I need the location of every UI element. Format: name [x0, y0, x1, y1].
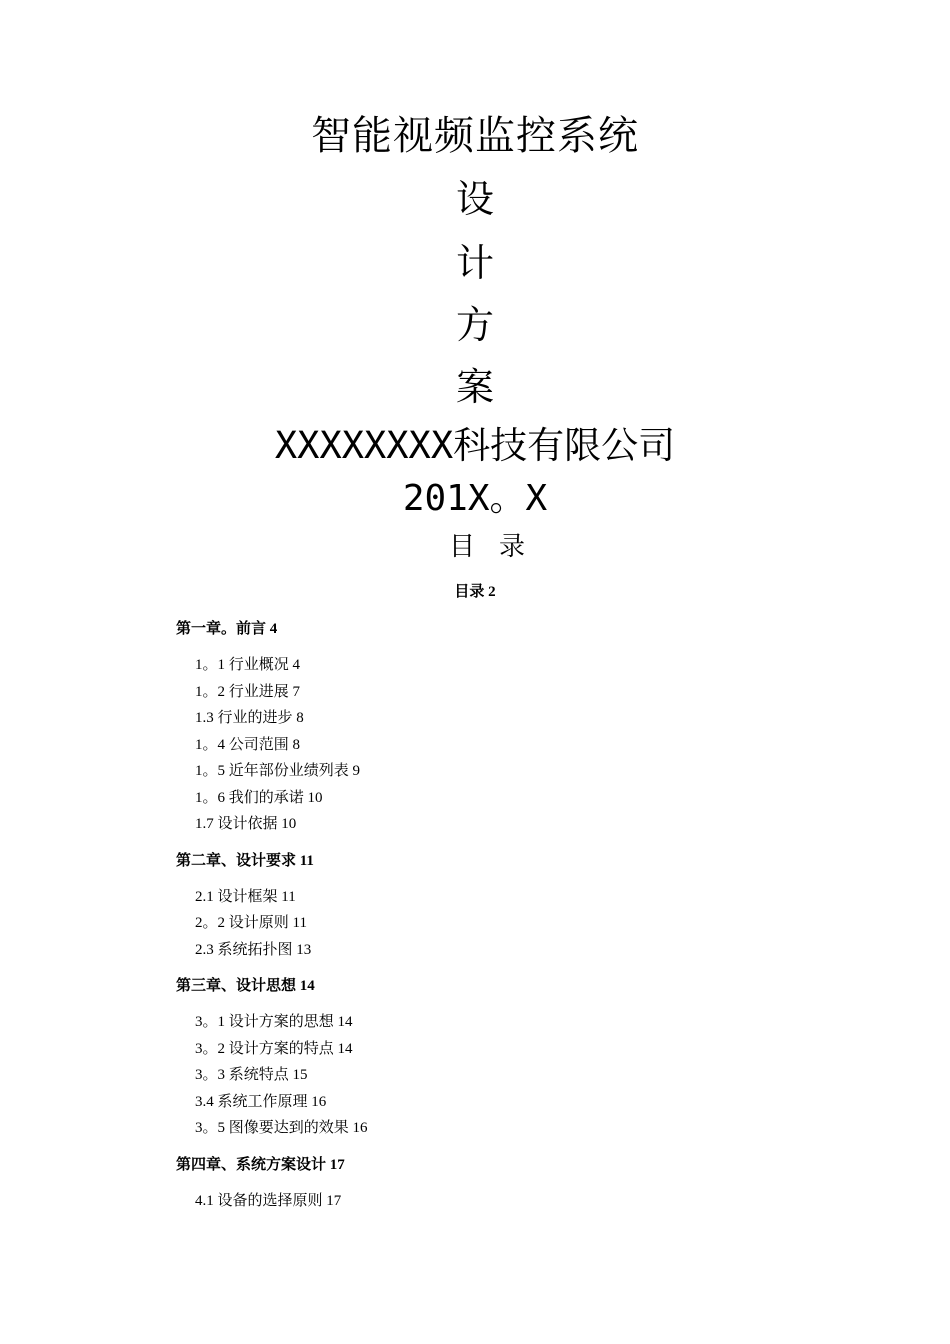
toc-section[interactable]: 1。4 公司范围 8: [195, 737, 301, 753]
document-date: 201X。X: [402, 478, 548, 519]
toc-section[interactable]: 2.1 设计框架 11: [195, 889, 296, 905]
toc-heading: 目录: [448, 532, 549, 562]
toc-entry-self[interactable]: 目录 2: [454, 584, 496, 600]
toc-section[interactable]: 3.4 系统工作原理 16: [195, 1094, 327, 1110]
toc-section[interactable]: 1。5 近年部份业绩列表 9: [195, 763, 361, 779]
company-name: [0, 424, 950, 469]
toc-section[interactable]: 3。1 设计方案的思想 14: [195, 1014, 353, 1030]
company-name-latin: XXXXXXXX: [274, 424, 454, 467]
toc-section[interactable]: 2.3 系统拓扑图 13: [195, 942, 312, 958]
toc-section[interactable]: 1.3 行业的进步 8: [195, 710, 304, 726]
company-name-cjk: 科技有限公司: [453, 424, 676, 467]
title-char-an: 案: [455, 365, 494, 409]
toc-section[interactable]: 3。3 系统特点 15: [195, 1067, 308, 1083]
toc-section[interactable]: 2。2 设计原则 11: [195, 915, 307, 931]
toc-chapter-1[interactable]: 第一章。前言 4: [176, 621, 278, 637]
title-char-she: 设: [455, 177, 494, 221]
toc-section[interactable]: 1.7 设计依据 10: [195, 816, 297, 832]
title-char-fang: 方: [455, 303, 494, 347]
toc-chapter-4[interactable]: 第四章、系统方案设计 17: [176, 1157, 345, 1173]
title-char-ji: 计: [455, 241, 494, 285]
toc-section[interactable]: 4.1 设备的选择原则 17: [195, 1193, 342, 1209]
toc-section[interactable]: 1。6 我们的承诺 10: [195, 790, 323, 806]
toc-section[interactable]: 1。2 行业进展 7: [195, 684, 301, 700]
toc-section[interactable]: 3。2 设计方案的特点 14: [195, 1041, 353, 1057]
toc-chapter-2[interactable]: 第二章、设计要求 11: [176, 853, 314, 869]
document-title: 智能视频监控系统: [311, 113, 639, 159]
toc-section[interactable]: 3。5 图像要达到的效果 16: [195, 1120, 368, 1136]
toc-section[interactable]: 1。1 行业概况 4: [195, 657, 301, 673]
toc-chapter-3[interactable]: 第三章、设计思想 14: [176, 978, 315, 994]
